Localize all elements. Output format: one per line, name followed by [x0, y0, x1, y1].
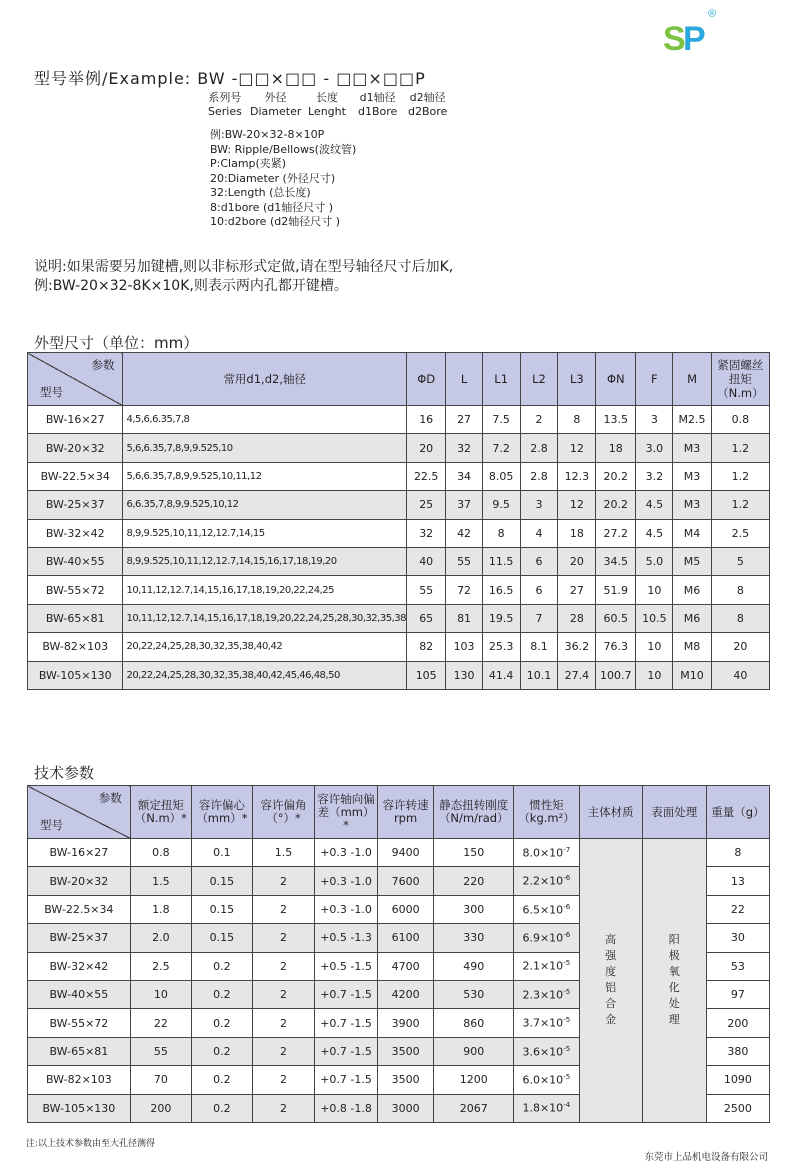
table-cell: 0.2 [191, 952, 252, 980]
table-cell: 10 [130, 980, 191, 1008]
table-cell: 0.2 [191, 1009, 252, 1037]
model-format: 型号举例/Example: BW -□□×□□ - □□×□□P [34, 69, 426, 88]
table-cell: 32 [406, 519, 445, 547]
table-cell: 10 [636, 661, 673, 689]
table-cell: +0.3 -1.0 [315, 895, 378, 923]
table-cell: 8 [711, 604, 769, 632]
table-cell: 5.0 [636, 547, 673, 575]
bore-sizes-cell: 20,22,24,25,28,30,32,35,38,40,42,45,46,48,50 [123, 661, 407, 689]
table-cell: 19.5 [482, 604, 520, 632]
weight-cell: 380 [706, 1037, 769, 1065]
weight-cell: 22 [706, 895, 769, 923]
table-cell: 6100 [378, 924, 434, 952]
label-diameter: 外径 Diameter [250, 91, 302, 118]
table-cell: 2.0 [130, 924, 191, 952]
example-line: 32:Length (总长度) [210, 186, 311, 199]
table-cell: 76.3 [596, 633, 636, 661]
table-cell: 41.4 [482, 661, 520, 689]
table-cell: M5 [673, 547, 711, 575]
table-cell: 40 [711, 661, 769, 689]
table-cell: 81 [446, 604, 482, 632]
dims-header: L1 [482, 353, 520, 406]
table-cell: 0.15 [191, 924, 252, 952]
table-cell: 7600 [378, 867, 434, 895]
weight-cell: 1090 [706, 1066, 769, 1094]
table-cell: 2 [252, 1094, 314, 1122]
table-cell: 1.2 [711, 491, 769, 519]
table-cell: 860 [434, 1009, 514, 1037]
table-cell: 34 [446, 462, 482, 490]
dims-corner-header: 参数 型号 [28, 353, 123, 406]
table-cell: +0.7 -1.5 [315, 1037, 378, 1065]
table-cell: 27 [558, 576, 596, 604]
footnote: 注:以上技术参数由至大孔径测得 [26, 1139, 156, 1149]
table-cell: 1.5 [130, 867, 191, 895]
inertia-cell: $2.2\times 10^{-6}$ [514, 867, 579, 895]
table-cell: 1200 [434, 1066, 514, 1094]
table-cell: 16 [406, 406, 445, 434]
table-cell: 2 [520, 406, 558, 434]
model-cell: BW-20×32 [28, 434, 123, 462]
table-cell: 2 [252, 1066, 314, 1094]
inertia-cell: $3.7\times 10^{-5}$ [514, 1009, 579, 1037]
tech-header: 容许偏心（mm）* [191, 786, 252, 839]
table-cell: 2.8 [520, 462, 558, 490]
table-cell: 0.8 [130, 839, 191, 867]
table-row [28, 462, 770, 490]
model-cell: BW-40×55 [28, 547, 123, 575]
table-cell: 7 [520, 604, 558, 632]
table-cell: 12 [558, 434, 596, 462]
table-cell: 3.0 [636, 434, 673, 462]
table-cell: 10 [636, 576, 673, 604]
table-cell: 11.5 [482, 547, 520, 575]
table-cell: 25 [406, 491, 445, 519]
table-cell: M3 [673, 434, 711, 462]
model-cell: BW-82×103 [28, 633, 123, 661]
table-cell: 10.5 [636, 604, 673, 632]
model-cell: BW-16×27 [28, 406, 123, 434]
table-cell: 36.2 [558, 633, 596, 661]
label-series: 系列号 Series [208, 91, 242, 118]
table-cell: 2.5 [130, 952, 191, 980]
table-cell: 20 [711, 633, 769, 661]
tech-header: 重量（g） [706, 786, 769, 839]
table-cell: 51.9 [596, 576, 636, 604]
table-row [28, 839, 770, 867]
tech-header: 容许偏角（°）* [252, 786, 314, 839]
weight-cell: 53 [706, 952, 769, 980]
table-cell: 330 [434, 924, 514, 952]
weight-cell: 13 [706, 867, 769, 895]
table-cell: 0.2 [191, 1066, 252, 1094]
table-row [28, 604, 770, 632]
table-cell: +0.8 -1.8 [315, 1094, 378, 1122]
model-cell: BW-105×130 [28, 661, 123, 689]
table-cell: 0.2 [191, 1037, 252, 1065]
table-cell: 2 [252, 952, 314, 980]
table-cell: 1.2 [711, 462, 769, 490]
table-cell: 7.2 [482, 434, 520, 462]
tech-corner-header: 参数 型号 [28, 786, 131, 839]
table-cell: +0.7 -1.5 [315, 1066, 378, 1094]
tech-table [27, 785, 770, 1123]
table-cell: 103 [446, 633, 482, 661]
table-cell: 25.3 [482, 633, 520, 661]
table-cell: 2 [252, 895, 314, 923]
table-row [28, 633, 770, 661]
table-cell: 27.2 [596, 519, 636, 547]
table-cell: M2.5 [673, 406, 711, 434]
material-cell: 高 强 度 铝 合 金 [579, 839, 642, 1123]
table-row [28, 434, 770, 462]
table-cell: 105 [406, 661, 445, 689]
model-cell: BW-55×72 [28, 576, 123, 604]
tech-header: 静态扭转刚度（N/m/rad） [434, 786, 514, 839]
model-cell: BW-22.5×34 [28, 895, 131, 923]
table-cell: M10 [673, 661, 711, 689]
inertia-cell: $2.3\times 10^{-5}$ [514, 980, 579, 1008]
table-cell: 1.8 [130, 895, 191, 923]
bore-sizes-cell: 5,6,6.35,7,8,9,9.525,10,11,12 [123, 462, 407, 490]
example-line: 例:BW-20×32-8×10P [210, 128, 325, 141]
table-cell: 3000 [378, 1094, 434, 1122]
tech-title: 技术参数 [34, 764, 95, 782]
table-cell: 3.2 [636, 462, 673, 490]
table-cell: 9.5 [482, 491, 520, 519]
table-cell: 20 [406, 434, 445, 462]
inertia-cell: $6.5\times 10^{-6}$ [514, 895, 579, 923]
table-cell: +0.7 -1.5 [315, 1009, 378, 1037]
dims-header: F [636, 353, 673, 406]
table-cell: 3900 [378, 1009, 434, 1037]
table-cell: 10 [636, 633, 673, 661]
model-cell: BW-20×32 [28, 867, 131, 895]
table-cell: 2.8 [520, 434, 558, 462]
table-cell: 220 [434, 867, 514, 895]
model-cell: BW-25×37 [28, 924, 131, 952]
table-row [28, 547, 770, 575]
table-cell: 0.8 [711, 406, 769, 434]
example-line: 20:Diameter (外径尺寸) [210, 171, 336, 185]
tech-header: 容许轴向偏差（mm）* [315, 786, 378, 839]
table-cell: 4200 [378, 980, 434, 1008]
table-cell: 130 [446, 661, 482, 689]
model-cell: BW-32×42 [28, 952, 131, 980]
table-cell: +0.3 -1.0 [315, 867, 378, 895]
table-cell: 3500 [378, 1037, 434, 1065]
table-cell: 8 [558, 406, 596, 434]
brand-logo [663, 8, 723, 60]
tech-header: 惯性矩（kg.m²） [514, 786, 579, 839]
table-row [28, 491, 770, 519]
table-cell: 82 [406, 633, 445, 661]
bore-sizes-cell: 5,6,6.35,7,8,9,9.525,10 [123, 434, 407, 462]
table-cell: M4 [673, 519, 711, 547]
bore-sizes-cell: 20,22,24,25,28,30,32,35,38,40,42 [123, 633, 407, 661]
logo-letter-s: S [663, 20, 686, 58]
model-cell: BW-22.5×34 [28, 462, 123, 490]
dims-header: L [446, 353, 482, 406]
table-cell: 150 [434, 839, 514, 867]
model-cell: BW-105×130 [28, 1094, 131, 1122]
table-cell: 4 [520, 519, 558, 547]
surface-cell: 阳 极 氧 化 处 理 [642, 839, 706, 1123]
bore-sizes-cell: 10,11,12,12.7,14,15,16,17,18,19,20,22,24,25 [123, 576, 407, 604]
table-cell: 37 [446, 491, 482, 519]
table-cell: 0.15 [191, 867, 252, 895]
table-cell: 10.1 [520, 661, 558, 689]
weight-cell: 200 [706, 1009, 769, 1037]
table-cell: 28 [558, 604, 596, 632]
inertia-cell: $1.8\times 10^{-4}$ [514, 1094, 579, 1122]
inertia-cell: $8.0\times 10^{-7}$ [514, 839, 579, 867]
table-cell: 55 [406, 576, 445, 604]
table-cell: 2 [252, 1009, 314, 1037]
table-cell: 55 [446, 547, 482, 575]
table-cell: 4700 [378, 952, 434, 980]
table-cell: 12 [558, 491, 596, 519]
model-cell: BW-40×55 [28, 980, 131, 1008]
table-cell: M6 [673, 576, 711, 604]
table-cell: 5 [711, 547, 769, 575]
example-line: BW: Ripple/Bellows(波纹管) [210, 142, 357, 156]
table-cell: 490 [434, 952, 514, 980]
table-cell: M3 [673, 491, 711, 519]
table-cell: 65 [406, 604, 445, 632]
table-cell: 4.5 [636, 491, 673, 519]
weight-cell: 30 [706, 924, 769, 952]
table-row [28, 519, 770, 547]
inertia-cell: $6.0\times 10^{-5}$ [514, 1066, 579, 1094]
bore-sizes-cell: 8,9,9.525,10,11,12,12.7,14,15,16,17,18,19,20 [123, 547, 407, 575]
table-cell: 100.7 [596, 661, 636, 689]
bore-sizes-cell: 6,6.35,7,8,9,9.525,10,12 [123, 491, 407, 519]
table-cell: 1.5 [252, 839, 314, 867]
table-cell: 60.5 [596, 604, 636, 632]
table-cell: 55 [130, 1037, 191, 1065]
keyway-note: 说明:如果需要另加键槽,则以非标形式定做,请在型号轴径尺寸后加K, 例:BW-20×32-8K×10K,则表示两内孔都开键槽。 [34, 259, 454, 294]
model-cell: BW-16×27 [28, 839, 131, 867]
table-cell: 27.4 [558, 661, 596, 689]
model-cell: BW-32×42 [28, 519, 123, 547]
table-cell: M8 [673, 633, 711, 661]
table-cell: 16.5 [482, 576, 520, 604]
table-cell: 2 [252, 924, 314, 952]
table-cell: 0.1 [191, 839, 252, 867]
bore-sizes-cell: 10,11,12,12.7,14,15,16,17,18,19,20,22,24,25,28,30,32,35,38 [123, 604, 407, 632]
table-cell: 18 [596, 434, 636, 462]
label-d1bore: d1轴径 d1Bore [358, 91, 398, 118]
dims-header: 紧固螺丝扭矩（N.m） [711, 353, 769, 406]
table-cell: 530 [434, 980, 514, 1008]
table-cell: 0.2 [191, 980, 252, 1008]
model-cell: BW-55×72 [28, 1009, 131, 1037]
table-cell: 22 [130, 1009, 191, 1037]
dims-header: 常用d1,d2,轴径 [123, 353, 407, 406]
weight-cell: 8 [706, 839, 769, 867]
table-cell: 32 [446, 434, 482, 462]
table-cell: 2 [252, 980, 314, 1008]
table-cell: M3 [673, 462, 711, 490]
table-cell: 200 [130, 1094, 191, 1122]
table-cell: 900 [434, 1037, 514, 1065]
dims-header: ΦD [406, 353, 445, 406]
model-cell: BW-65×81 [28, 604, 123, 632]
tech-header: 主体材质 [579, 786, 642, 839]
table-cell: 6 [520, 547, 558, 575]
company-name: 东莞市上品机电设备有限公司 [644, 1152, 768, 1163]
table-cell: M6 [673, 604, 711, 632]
table-cell: 9400 [378, 839, 434, 867]
table-cell: 20.2 [596, 462, 636, 490]
inertia-cell: $2.1\times 10^{-5}$ [514, 952, 579, 980]
weight-cell: 97 [706, 980, 769, 1008]
table-cell: 8.05 [482, 462, 520, 490]
logo-letter-p: P [683, 20, 706, 58]
model-cell: BW-65×81 [28, 1037, 131, 1065]
label-d2bore: d2轴径 d2Bore [408, 91, 448, 118]
example-line: P:Clamp(夹紧) [210, 157, 287, 170]
example-line: 8:d1bore (d1轴径尺寸 ) [210, 200, 334, 214]
table-cell: 3 [636, 406, 673, 434]
dims-header: M [673, 353, 711, 406]
table-cell: 7.5 [482, 406, 520, 434]
table-cell: 34.5 [596, 547, 636, 575]
table-cell: 3 [520, 491, 558, 519]
table-cell: 2 [252, 1037, 314, 1065]
dims-header: L3 [558, 353, 596, 406]
table-cell: 6 [520, 576, 558, 604]
table-cell: 70 [130, 1066, 191, 1094]
tech-header: 容许转速rpm [378, 786, 434, 839]
example-block [210, 128, 356, 230]
table-cell: +0.3 -1.0 [315, 839, 378, 867]
table-cell: 2 [252, 867, 314, 895]
table-cell: 13.5 [596, 406, 636, 434]
table-cell: 1.2 [711, 434, 769, 462]
bore-sizes-cell: 8,9,9.525,10,11,12,12.7,14,15 [123, 519, 407, 547]
table-cell: 4.5 [636, 519, 673, 547]
table-cell: 27 [446, 406, 482, 434]
table-cell: 72 [446, 576, 482, 604]
table-cell: +0.5 -1.3 [315, 924, 378, 952]
table-cell: 20.2 [596, 491, 636, 519]
table-cell: 2067 [434, 1094, 514, 1122]
model-cell: BW-25×37 [28, 491, 123, 519]
table-cell: 0.2 [191, 1094, 252, 1122]
inertia-cell: $3.6\times 10^{-5}$ [514, 1037, 579, 1065]
table-cell: 18 [558, 519, 596, 547]
table-cell: +0.7 -1.5 [315, 980, 378, 1008]
table-row [28, 576, 770, 604]
table-cell: 300 [434, 895, 514, 923]
table-cell: 40 [406, 547, 445, 575]
dims-header: L2 [520, 353, 558, 406]
table-cell: 8 [711, 576, 769, 604]
table-cell: 42 [446, 519, 482, 547]
dims-header: ΦN [596, 353, 636, 406]
table-cell: 22.5 [406, 462, 445, 490]
table-cell: 6000 [378, 895, 434, 923]
table-cell: 3500 [378, 1066, 434, 1094]
bore-sizes-cell: 4,5,6,6.35,7,8 [123, 406, 407, 434]
table-cell: +0.5 -1.5 [315, 952, 378, 980]
table-row [28, 406, 770, 434]
model-cell: BW-82×103 [28, 1066, 131, 1094]
weight-cell: 2500 [706, 1094, 769, 1122]
table-cell: 20 [558, 547, 596, 575]
table-cell: 2.5 [711, 519, 769, 547]
tech-header: 表面处理 [642, 786, 706, 839]
inertia-cell: $6.9\times 10^{-6}$ [514, 924, 579, 952]
table-row [28, 661, 770, 689]
dims-title: 外型尺寸（单位：mm） [34, 334, 199, 352]
table-cell: 12.3 [558, 462, 596, 490]
table-cell: 8 [482, 519, 520, 547]
dims-table [27, 352, 770, 690]
label-length: 长度 Lenght [308, 91, 346, 118]
table-cell: 8.1 [520, 633, 558, 661]
registered-mark: ® [708, 8, 717, 20]
tech-header: 额定扭矩（N.m）* [130, 786, 191, 839]
table-cell: 0.15 [191, 895, 252, 923]
example-line: 10:d2bore (d2轴径尺寸 ) [210, 215, 341, 228]
